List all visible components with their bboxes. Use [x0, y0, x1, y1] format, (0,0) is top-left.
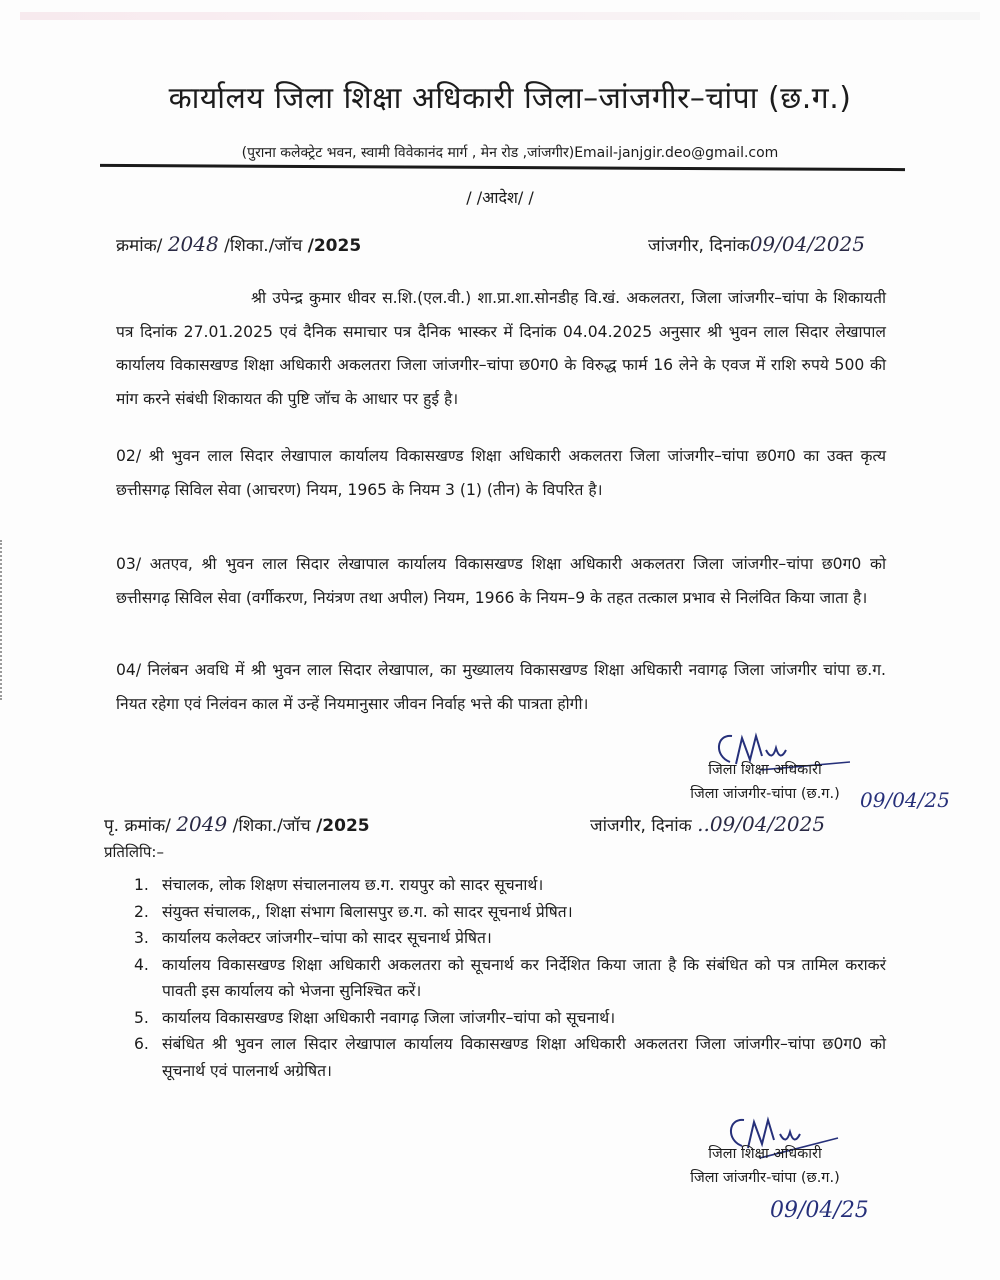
list-text: कार्यालय विकासखण्ड शिक्षा अधिकारी नवागढ़ जिला जांजगीर–चांपा को सूचनार्थ। [162, 1008, 616, 1027]
signatory-district: जिला जांजगीर-चांपा (छ.ग.) [690, 786, 840, 802]
signatory-district: जिला जांजगीर-चांपा (छ.ग.) [690, 1170, 840, 1186]
list-text: संयुक्त संचालक,, शिक्षा संभाग बिलासपुर छ.ग. को सादर सूचनार्थ प्रेषित। [162, 902, 573, 921]
order-ref-suffix: /शिका./जॉच [224, 236, 303, 256]
list-number: 6. [134, 1035, 149, 1053]
order-date [648, 232, 865, 256]
list-number: 5. [134, 1008, 149, 1027]
copy-recipients-list [134, 872, 886, 1084]
list-item [134, 872, 886, 899]
copy-date-label: जांजगीर, दिनांक [590, 816, 692, 836]
signature-date-2: 09/04/25 [770, 1198, 869, 1223]
list-number: 3. [134, 929, 149, 947]
order-date-value: 09/04/2025 [749, 232, 865, 256]
list-text: संचालक, लोक शिक्षण संचालनालय छ.ग. रायपुर को सादर सूचनार्थ। [162, 876, 544, 894]
office-title: कार्यालय जिला शिक्षा अधिकारी जिला–जांजगीर–चांपा (छ.ग.) [168, 81, 852, 116]
copy-ref-number: 2049 [176, 812, 228, 836]
copy-ref-suffix: /शिका./जॉच [232, 816, 311, 836]
paragraph-3: 03/ अतएव, श्री भुवन लाल सिदार लेखापाल कार्यालय विकासखण्ड शिक्षा अधिकारी अकलतरा जिला जांजगीर–चांपा छ0ग0 को छत्तीसगढ़ सिविल सेवा (वर्गीकरण, नियंत्रण तथा अपील) नियम, 1966 के नियम–9 के तहत तत्काल प्रभाव से निलंवित किया जाता है। [116, 555, 886, 607]
order-reference [116, 232, 361, 256]
signatory-designation: जिला शिक्षा अधिकारी [708, 762, 822, 778]
paragraph-4: 04/ निलंबन अवधि में श्री भुवन लाल सिदार लेखापाल, का मुख्यालय विकासखण्ड शिक्षा अधिकारी नवागढ़ जिला जांजगीर चांपा छ.ग. नियत रहेगा एवं निलंवन काल में उन्हें नियमानुसार जीवन निर्वाह भत्ते की पात्रता होगी। [116, 661, 886, 713]
paragraph-1: श्री उपेन्द्र कुमार धीवर स.शि.(एल.वी.) शा.प्रा.शा.सोनडीह वि.खं. अकलतरा, जिला जांजगीर–चांपा के शिकायती पत्र दिनांक 27.01.2025 एवं दैनिक समाचार पत्र दैनिक भास्कर में दिनांक 04.04.2025 अनुसार श्री भुवन लाल सिदार लेखापाल कार्यालय विकासखण्ड शिक्षा अधिकारी अकलतरा जिला जांजगीर–चांपा छ0ग0 के विरुद्ध फार्म 16 लेने के एवज में राशि रुपये 500 की मांग करने संबंधी शिकायत की पुष्टि जॉच के आधार पर हुई है। [116, 289, 886, 408]
signature-date-1: 09/04/25 [860, 788, 950, 812]
signatory-designation: जिला शिक्षा अधिकारी [708, 1146, 822, 1162]
list-item [134, 899, 886, 926]
copy-label: प्रतिलिपि:– [104, 843, 164, 861]
copy-ref-prefix: पृ. क्रमांक/ [104, 816, 171, 836]
list-number: 1. [134, 876, 149, 894]
header-rule [100, 164, 905, 171]
list-item [134, 1005, 886, 1032]
order-ref-year: /2025 [307, 236, 362, 256]
scan-bleed [20, 12, 980, 20]
order-ref-number: 2048 [167, 232, 219, 256]
list-text: संबंधित श्री भुवन लाल सिदार लेखापाल कार्यालय विकासखण्ड शिक्षा अधिकारी अकलतरा जिला जांजगीर–चांपा छ0ग0 को सूचनार्थ एवं पालनार्थ अग्रेषित। [162, 1035, 886, 1080]
signature-block-1 [650, 758, 880, 806]
copy-date-value: ..09/04/2025 [697, 812, 826, 836]
order-ref-prefix: क्रमांक/ [116, 236, 163, 256]
signature-block-2 [650, 1142, 880, 1190]
list-item [134, 1031, 886, 1084]
list-item [134, 952, 886, 1005]
list-text: कार्यालय कलेक्टर जांजगीर–चांपा को सादर सूचनार्थ प्रेषित। [162, 929, 492, 947]
office-address: (पुराना कलेक्ट्रेट भवन, स्वामी विवेकानंद मार्ग , मेन रोड ,जांजगीर)Email-janjgir.deo@gmail.com [241, 145, 779, 161]
order-date-label: जांजगीर, दिनांक [648, 236, 750, 256]
list-number: 4. [134, 955, 149, 974]
paragraph-2: 02/ श्री भुवन लाल सिदार लेखापाल कार्यालय विकासखण्ड शिक्षा अधिकारी अकलतरा जिला जांजगीर–चांपा छ0ग0 का उक्त कृत्य छत्तीसगढ़ सिविल सेवा (आचरण) नियम, 1965 के नियम 3 (1) (तीन) के विपरित है। [116, 447, 886, 499]
order-heading: / /आदेश/ / [466, 188, 534, 207]
copy-reference [104, 812, 370, 836]
copy-date [590, 812, 825, 836]
copy-ref-year: /2025 [316, 816, 370, 836]
list-number: 2. [134, 902, 149, 921]
list-text: कार्यालय विकासखण्ड शिक्षा अधिकारी अकलतरा को सूचनार्थ कर निर्देशित किया जाता है कि संबंधित को पत्र तामिल कराकरं पावती इस कार्यालय को भेजना सुनिश्चित करें। [162, 955, 886, 1000]
list-item [134, 925, 886, 952]
scan-edge-mark [0, 540, 10, 700]
